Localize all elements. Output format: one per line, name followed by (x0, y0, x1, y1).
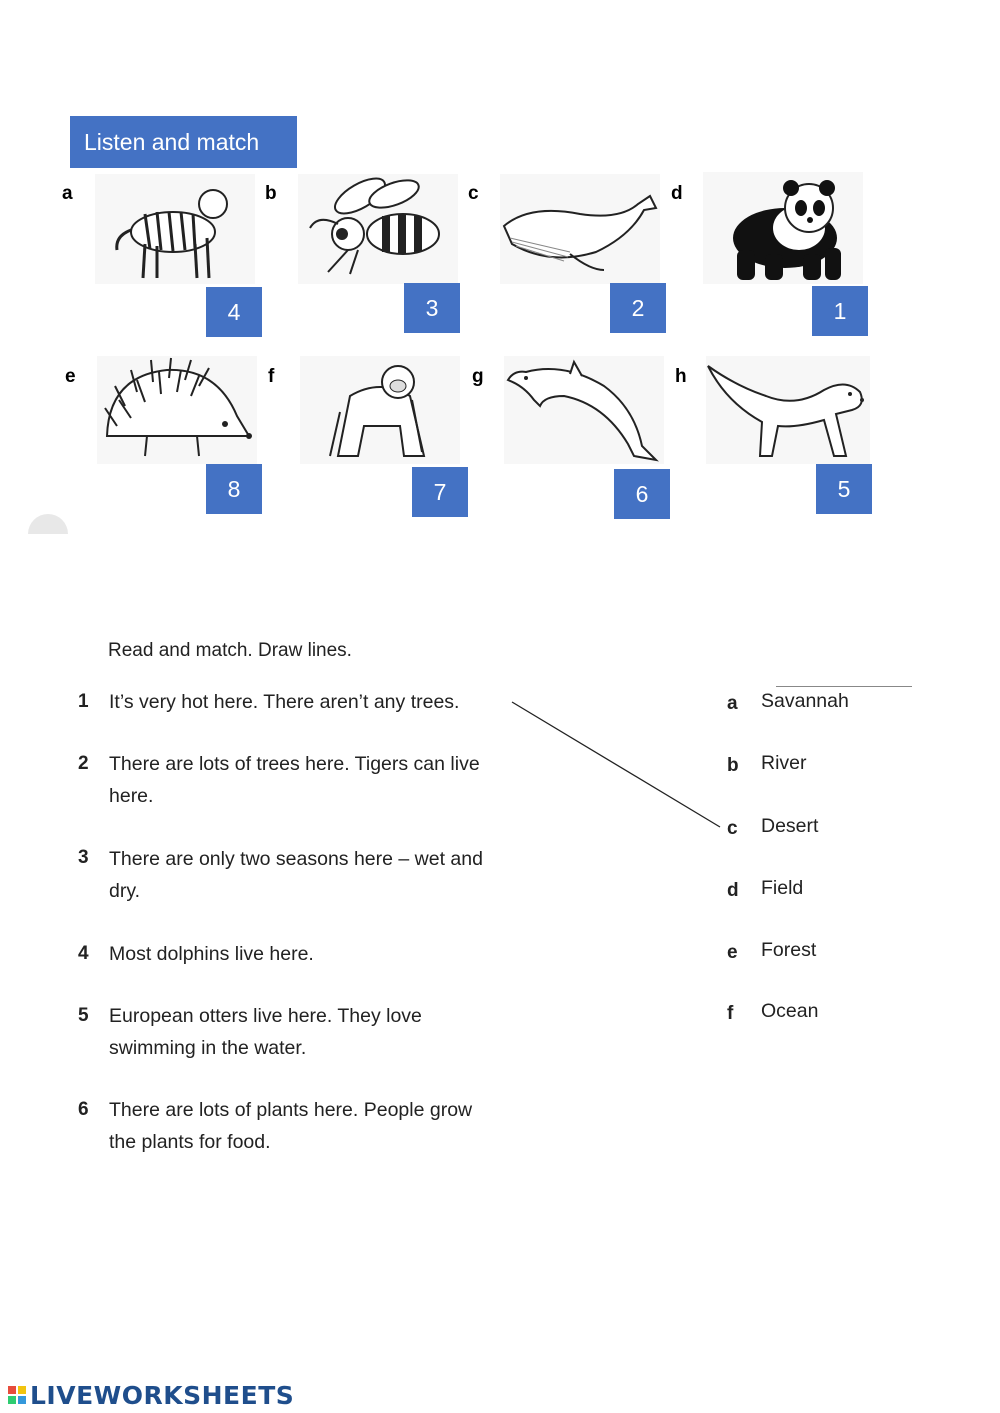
question-text-6: There are lots of plants here. People grow the plants for food. (109, 1099, 473, 1153)
answer-box-h[interactable]: 5 (816, 464, 872, 514)
item-letter-h: h (675, 366, 687, 387)
answer-text-savannah: Savannah (761, 690, 849, 712)
question-text-2: There are lots of trees here. Tigers can live here. (109, 753, 480, 807)
decorative-circle (28, 514, 68, 554)
answer-text-field: Field (761, 877, 804, 899)
answer-letter-d: d (727, 880, 739, 901)
answer-box-g[interactable]: 6 (614, 469, 670, 519)
answer-text-desert: Desert (761, 815, 819, 837)
question-number-5: 5 (78, 1005, 89, 1026)
answer-box-d[interactable]: 1 (812, 286, 868, 336)
item-letter-g: g (472, 366, 484, 387)
question-number-6: 6 (78, 1099, 89, 1120)
answer-letter-b: b (727, 755, 739, 776)
answer-text-river: River (761, 752, 807, 774)
question-number-2: 2 (78, 753, 89, 774)
item-letter-e: e (65, 366, 76, 387)
gorilla-image (300, 356, 460, 464)
logo-grid-icon (8, 1386, 26, 1404)
answer-text-forest: Forest (761, 939, 817, 961)
hedgehog-image (97, 356, 257, 464)
bee-image (298, 174, 458, 284)
question-number-1: 1 (78, 691, 89, 712)
dolphin-image (504, 356, 664, 464)
question-text-5: European otters live here. They love swimming in the water. (109, 1005, 422, 1059)
question-text-1: It’s very hot here. There aren’t any trees. (109, 691, 460, 713)
item-letter-b: b (265, 183, 277, 204)
panda-image (703, 172, 863, 284)
question-number-4: 4 (78, 943, 89, 964)
item-letter-c: c (468, 183, 479, 204)
answer-box-f[interactable]: 7 (412, 467, 468, 517)
item-letter-d: d (671, 183, 683, 204)
item-letter-a: a (62, 183, 73, 204)
item-letter-f: f (268, 366, 275, 387)
answer-letter-a: a (727, 693, 738, 714)
question-number-3: 3 (78, 847, 89, 868)
answer-text-ocean: Ocean (761, 1000, 819, 1022)
otter-image (706, 356, 870, 464)
logo-text: LIVEWORKSHEETS (30, 1380, 295, 1410)
read-and-match-instruction: Read and match. Draw lines. (108, 640, 352, 661)
liveworksheets-logo (8, 1380, 294, 1410)
answer-underline (776, 686, 912, 687)
question-text-4: Most dolphins live here. (109, 943, 314, 965)
answer-letter-f: f (727, 1003, 734, 1024)
answer-letter-e: e (727, 942, 738, 963)
answer-letter-c: c (727, 818, 738, 839)
whale-image (500, 174, 660, 284)
answer-box-e[interactable]: 8 (206, 464, 262, 514)
question-text-3: There are only two seasons here – wet and dry. (109, 848, 483, 902)
answer-box-b[interactable]: 3 (404, 283, 460, 333)
match-line-1-c[interactable] (512, 702, 720, 827)
tiger-image (95, 174, 255, 284)
answer-box-a[interactable]: 4 (206, 287, 262, 337)
listen-and-match-title: Listen and match (70, 116, 297, 168)
answer-box-c[interactable]: 2 (610, 283, 666, 333)
